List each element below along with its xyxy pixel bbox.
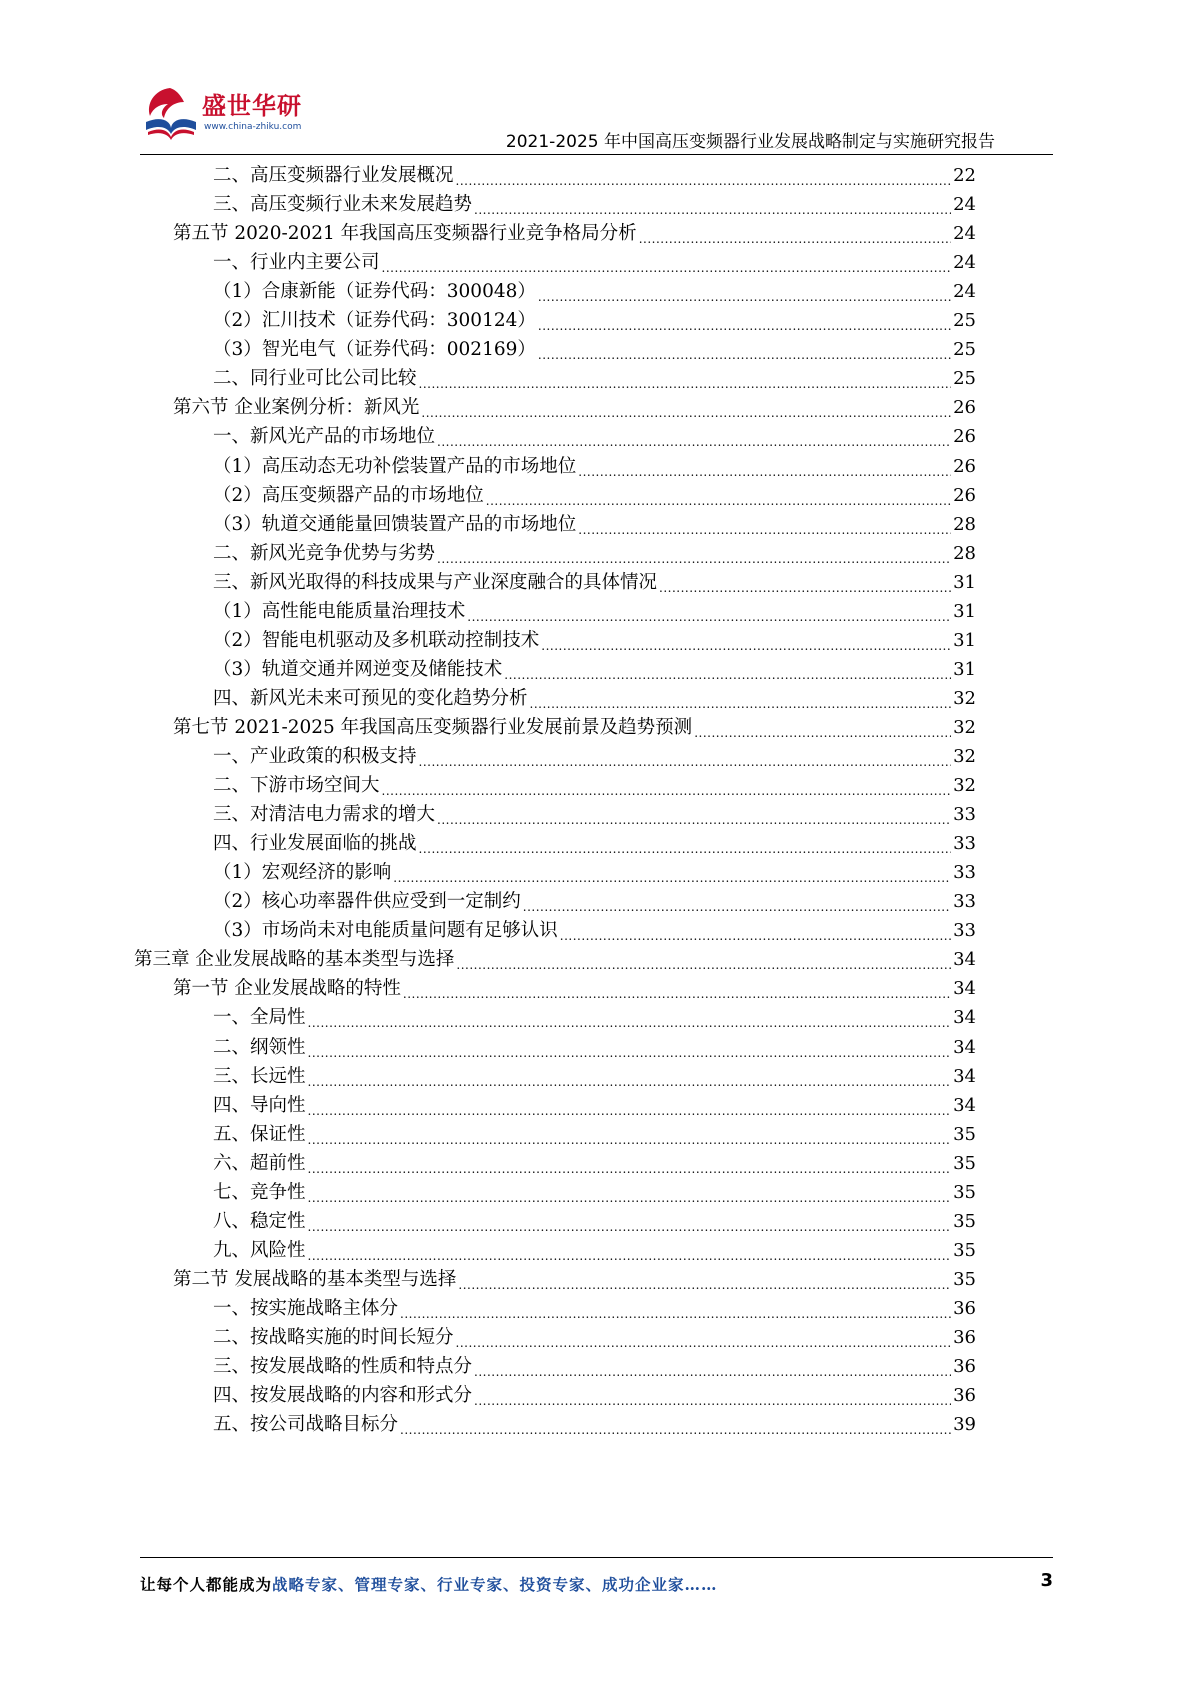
toc-leader-dots: [474, 1351, 951, 1382]
toc-entry[interactable]: [173, 712, 976, 743]
toc-leader-dots: [437, 799, 951, 830]
logo-name: 盛世华研: [202, 92, 302, 120]
toc-entry[interactable]: [213, 1293, 976, 1324]
toc-entry-page: 34: [953, 978, 976, 1000]
toc-entry[interactable]: [213, 770, 976, 801]
toc-leader-dots: [308, 1235, 952, 1266]
header-divider: [140, 154, 1053, 155]
toc-entry[interactable]: [173, 218, 976, 249]
toc-entry-page: 25: [953, 339, 976, 361]
toc-leader-dots: [541, 625, 951, 656]
toc-entry[interactable]: [213, 160, 976, 191]
toc-entry-page: 31: [953, 658, 976, 680]
toc-entry-page: 26: [953, 397, 976, 419]
toc-entry-title: 第一节 企业发展战略的特性: [173, 978, 401, 1000]
toc-entry-page: 24: [953, 281, 976, 303]
toc-entry-page: 35: [953, 1210, 976, 1232]
toc-leader-dots: [308, 1090, 952, 1121]
toc-leader-dots: [419, 828, 952, 859]
toc-entry-title: 第三章 企业发展战略的基本类型与选择: [134, 949, 455, 971]
toc-entry-page: 34: [953, 949, 976, 971]
toc-leader-dots: [694, 712, 951, 743]
toc-entry-page: 28: [953, 513, 976, 535]
toc-entry[interactable]: [213, 654, 976, 685]
toc-entry-page: 32: [953, 716, 976, 738]
toc-entry-page: 31: [953, 629, 976, 651]
toc-entry[interactable]: [213, 538, 976, 569]
toc-entry-title: 一、行业内主要公司: [213, 252, 380, 274]
toc-leader-dots: [400, 1293, 951, 1324]
toc-entry-page: 33: [953, 862, 976, 884]
toc-entry-title: 三、长远性: [213, 1065, 306, 1087]
toc-entry-page: 35: [953, 1152, 976, 1174]
toc-entry-title: 四、行业发展面临的挑战: [213, 833, 417, 855]
toc-entry-page: 34: [953, 1065, 976, 1087]
toc-leader-dots: [382, 770, 952, 801]
toc-entry-title: 三、高压变频行业未来发展趋势: [213, 194, 473, 216]
toc-entry[interactable]: [213, 451, 976, 482]
toc-entry[interactable]: [213, 857, 976, 888]
toc-entry-page: 36: [953, 1297, 976, 1319]
toc-leader-dots: [458, 1264, 951, 1295]
toc-entry-page: 26: [953, 455, 976, 477]
toc-leader-dots: [530, 683, 952, 714]
toc-entry[interactable]: [213, 1148, 976, 1179]
toc-entry[interactable]: [213, 625, 976, 656]
toc-entry-title: 九、风险性: [213, 1239, 306, 1261]
toc-leader-dots: [308, 1177, 952, 1208]
toc-leader-dots: [578, 509, 951, 540]
toc-entry-page: 32: [953, 687, 976, 709]
toc-entry[interactable]: [213, 305, 976, 336]
toc-entry-page: 31: [953, 571, 976, 593]
toc-entry-page: 32: [953, 775, 976, 797]
toc-entry-page: 25: [953, 368, 976, 390]
toc-entry-title: 三、对清洁电力需求的增大: [213, 804, 436, 826]
toc-entry[interactable]: [213, 1090, 976, 1121]
toc-entry-title: 五、按公司战略目标分: [213, 1414, 399, 1436]
logo-url: www.china-zhiku.com: [204, 122, 302, 132]
toc-entry[interactable]: [213, 886, 976, 917]
toc-entry-title: （3）智光电气（证券代码：002169）: [213, 339, 536, 361]
toc-entry-page: 36: [953, 1327, 976, 1348]
toc-leader-dots: [538, 334, 951, 365]
toc-entry-page: 33: [953, 804, 976, 826]
toc-leader-dots: [456, 1322, 952, 1353]
toc-leader-dots: [393, 857, 951, 888]
toc-leader-dots: [308, 1148, 952, 1179]
toc-entry-page: 24: [953, 194, 976, 216]
toc-entry[interactable]: [213, 1002, 976, 1033]
toc-entry-page: 24: [953, 252, 976, 274]
toc-leader-dots: [437, 421, 951, 452]
toc-entry-title: （1）宏观经济的影响: [213, 862, 392, 884]
toc-entry-page: 31: [953, 600, 976, 622]
company-logo: [140, 82, 310, 152]
toc-entry[interactable]: [213, 915, 976, 946]
toc-entry-page: 35: [953, 1123, 976, 1145]
toc-entry[interactable]: [213, 567, 976, 598]
report-title: 2021-2025 年中国高压变频器行业发展战略制定与实施研究报告: [505, 132, 995, 152]
toc-entry[interactable]: [213, 1322, 976, 1353]
toc-entry-title: 四、按发展战略的内容和形式分: [213, 1385, 473, 1407]
page-number: 3: [1040, 1570, 1053, 1591]
toc-leader-dots: [308, 1206, 952, 1237]
toc-leader-dots: [538, 305, 951, 336]
toc-entry-title: 五、保证性: [213, 1123, 306, 1145]
toc-entry[interactable]: [173, 1264, 976, 1295]
toc-entry-title: 六、超前性: [213, 1152, 306, 1174]
toc-entry[interactable]: [213, 276, 976, 307]
toc-leader-dots: [474, 189, 951, 220]
toc-leader-dots: [400, 1409, 951, 1440]
toc-entry-title: （2）智能电机驱动及多机联动控制技术: [213, 629, 540, 651]
toc-entry[interactable]: [213, 1235, 976, 1266]
footer-divider: [140, 1557, 1053, 1558]
toc-leader-dots: [308, 1002, 952, 1033]
toc-entry-page: 26: [953, 426, 976, 448]
toc-entry[interactable]: [213, 828, 976, 859]
toc-entry-title: 七、竞争性: [213, 1181, 306, 1203]
toc-entry[interactable]: [213, 596, 976, 627]
toc-entry-page: 33: [953, 833, 976, 855]
toc-entry-title: 一、新风光产品的市场地位: [213, 426, 436, 448]
toc-entry[interactable]: [213, 480, 976, 511]
toc-entry[interactable]: [213, 683, 976, 714]
toc-entry-page: 24: [953, 223, 976, 245]
toc-entry[interactable]: [213, 1409, 976, 1440]
toc-entry[interactable]: [213, 1206, 976, 1237]
toc-entry-page: 33: [953, 891, 976, 913]
toc-entry-page: 33: [953, 920, 976, 942]
toc-entry-page: 25: [953, 310, 976, 332]
toc-leader-dots: [382, 247, 952, 278]
toc-entry-title: 一、全局性: [213, 1007, 306, 1029]
toc-leader-dots: [308, 1119, 952, 1150]
toc-entry-page: 26: [953, 484, 976, 506]
toc-entry-page: 35: [953, 1181, 976, 1203]
toc-entry-title: （3）轨道交通并网逆变及储能技术: [213, 658, 503, 680]
toc-leader-dots: [403, 973, 951, 1004]
toc-entry-title: 一、产业政策的积极支持: [213, 746, 417, 767]
toc-entry-page: 36: [953, 1356, 976, 1378]
toc-leader-dots: [474, 1380, 951, 1411]
toc-leader-dots: [456, 944, 951, 975]
footer-slogan-lead: 让每个人都能成为: [140, 1575, 273, 1594]
toc-entry-title: 二、新风光竞争优势与劣势: [213, 542, 436, 564]
toc-entry[interactable]: [213, 1119, 976, 1150]
toc-entry-page: 32: [953, 746, 976, 767]
toc-entry-title: （3）市场尚未对电能质量问题有足够认识: [213, 920, 558, 942]
toc-entry-title: 二、纲领性: [213, 1036, 306, 1058]
toc-leader-dots: [437, 538, 951, 569]
toc-leader-dots: [308, 1032, 952, 1063]
toc-entry-page: 34: [953, 1094, 976, 1116]
toc-entry-title: 二、高压变频器行业发展概况: [213, 165, 454, 186]
toc-entry-title: （2）核心功率器件供应受到一定制约: [213, 891, 521, 913]
logo-emblem-icon: [140, 82, 202, 144]
toc-entry-title: （1）合康新能（证券代码：300048）: [213, 281, 536, 303]
toc-entry-page: 36: [953, 1385, 976, 1407]
toc-entry[interactable]: [173, 973, 976, 1004]
toc-leader-dots: [486, 480, 951, 511]
toc-entry-title: 三、新风光取得的科技成果与产业深度融合的具体情况: [213, 571, 658, 593]
toc-entry-title: 二、按战略实施的时间长短分: [213, 1327, 454, 1348]
toc-leader-dots: [560, 915, 951, 946]
toc-entry-page: 35: [953, 1268, 976, 1290]
toc-entry[interactable]: [213, 1351, 976, 1382]
toc-leader-dots: [419, 741, 952, 772]
toc-entry-title: 第六节 企业案例分析：新风光: [173, 397, 420, 419]
toc-entry-title: 第二节 发展战略的基本类型与选择: [173, 1268, 457, 1290]
toc-entry-title: （1）高性能电能质量治理技术: [213, 600, 466, 622]
toc-entry-title: 一、按实施战略主体分: [213, 1297, 399, 1319]
toc-entry-title: 二、同行业可比公司比较: [213, 368, 417, 390]
toc-entry[interactable]: [213, 1032, 976, 1063]
toc-entry-page: 22: [953, 165, 976, 186]
toc-leader-dots: [308, 1061, 952, 1092]
toc-entry-title: 二、下游市场空间大: [213, 775, 380, 797]
toc-entry[interactable]: [134, 944, 976, 975]
toc-entry-title: 三、按发展战略的性质和特点分: [213, 1356, 473, 1378]
toc-entry-title: （2）高压变频器产品的市场地位: [213, 484, 484, 506]
toc-entry[interactable]: [213, 1177, 976, 1208]
toc-entry[interactable]: [213, 334, 976, 365]
toc-entry-title: （1）高压动态无功补偿装置产品的市场地位: [213, 455, 577, 477]
toc-entry-title: 四、新风光未来可预见的变化趋势分析: [213, 687, 528, 709]
toc-leader-dots: [578, 451, 951, 482]
toc-entry-title: 第七节 2021-2025 年我国高压变频器行业发展前景及趋势预测: [173, 716, 693, 738]
toc-leader-dots: [639, 218, 951, 249]
footer-slogan-highlight: 战略专家、管理专家、行业专家、投资专家、成功企业家……: [272, 1575, 718, 1594]
toc-entry[interactable]: [213, 363, 976, 394]
toc-entry[interactable]: [213, 189, 976, 220]
toc-entry-title: 第五节 2020-2021 年我国高压变频器行业竞争格局分析: [173, 223, 637, 245]
toc-entry-page: 39: [953, 1414, 976, 1436]
toc-entry-page: 34: [953, 1036, 976, 1058]
toc-entry-title: 四、导向性: [213, 1094, 306, 1116]
toc-entry[interactable]: [213, 1380, 976, 1411]
toc-leader-dots: [504, 654, 951, 685]
toc-leader-dots: [421, 392, 951, 423]
footer-slogan: [140, 1573, 718, 1595]
toc-leader-dots: [467, 596, 951, 627]
toc-entry-page: 35: [953, 1239, 976, 1261]
toc-leader-dots: [538, 276, 951, 307]
toc-leader-dots: [456, 160, 952, 191]
toc-entry[interactable]: [213, 421, 976, 452]
toc-entry-title: （2）汇川技术（证券代码：300124）: [213, 310, 536, 332]
toc-entry[interactable]: [213, 1061, 976, 1092]
toc-entry-page: 34: [953, 1007, 976, 1029]
toc-leader-dots: [523, 886, 951, 917]
toc-leader-dots: [419, 363, 952, 394]
toc-entry[interactable]: [213, 741, 976, 772]
toc-entry-title: 八、稳定性: [213, 1210, 306, 1232]
toc-leader-dots: [659, 567, 951, 598]
page-header: [0, 0, 1191, 160]
toc-entry[interactable]: [213, 247, 976, 278]
toc-entry-page: 28: [953, 542, 976, 564]
toc-entry[interactable]: [213, 509, 976, 540]
toc-entry-title: （3）轨道交通能量回馈装置产品的市场地位: [213, 513, 577, 535]
toc-entry[interactable]: [213, 799, 976, 830]
toc-entry[interactable]: [173, 392, 976, 423]
